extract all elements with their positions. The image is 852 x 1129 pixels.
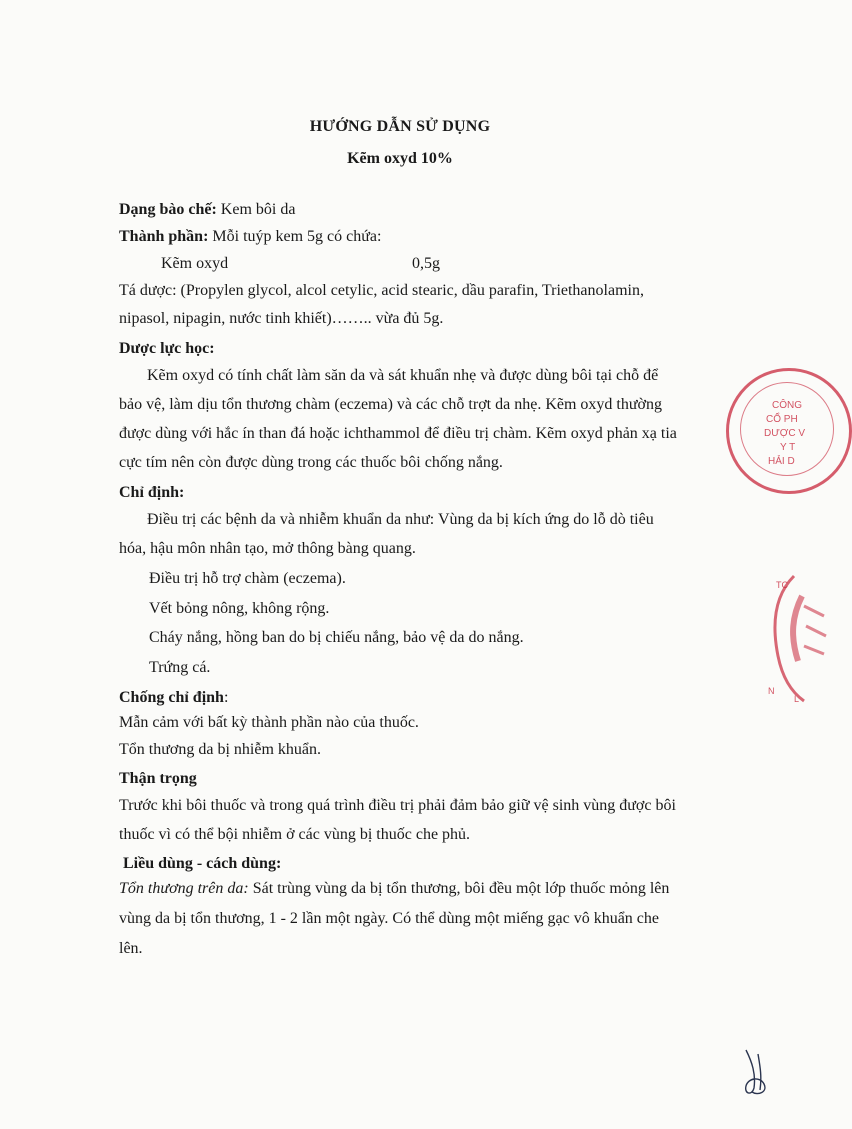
indications-line-3: Điều trị hỗ trợ chàm (eczema). xyxy=(149,570,346,587)
precautions-heading: Thận trọng xyxy=(119,770,197,787)
pharmacodynamics-line-3: được dùng với hắc ín than đá hoặc ichthammol để điều trị chàm. Kẽm oxyd phản xạ tia xyxy=(119,425,677,442)
dosage-heading: Liều dùng - cách dùng: xyxy=(123,855,282,872)
dosage-form-value: Kem bôi da xyxy=(216,201,296,218)
contraindications-heading-row xyxy=(119,689,228,707)
contraindications-heading: Chống chỉ định xyxy=(119,689,224,706)
precautions-line-1: Trước khi bôi thuốc và trong quá trình điều trị phải đảm bảo giữ vệ sinh vùng được bôi xyxy=(119,797,676,814)
stamp-text-4: Y T xyxy=(780,442,796,453)
contraindications-colon: : xyxy=(223,689,229,706)
indications-heading: Chỉ định: xyxy=(119,484,185,501)
seal2-letter-l: L xyxy=(794,694,800,704)
contraindications-line-1: Mẫn cảm với bất kỳ thành phần nào của thuốc. xyxy=(119,714,419,731)
excipients-line-1: Tá dược: (Propylen glycol, alcol cetylic, acid stearic, dầu parafin, Triethanolamin, xyxy=(119,282,644,299)
indications-line-5: Cháy nắng, hồng ban do bị chiếu nắng, bảo vệ da do nắng. xyxy=(149,629,524,646)
active-ingredient-amount: 0,5g xyxy=(412,255,440,272)
pharmacodynamics-heading: Dược lực học: xyxy=(119,340,215,357)
indications-line-6: Trứng cá. xyxy=(149,659,211,676)
dosage-italic-label: Tổn thương trên da: xyxy=(119,880,249,897)
dosage-text-1: Sát trùng vùng da bị tổn thương, bôi đều một lớp thuốc mỏng lên xyxy=(248,880,670,897)
indications-line-1: Điều trị các bệnh da và nhiễm khuẩn da như: Vùng da bị kích ứng do lỗ dò tiêu xyxy=(147,511,654,528)
active-ingredient-name: Kẽm oxyd xyxy=(161,255,229,272)
pharmacodynamics-line-4: cực tím nên còn được dùng trong các thuốc bôi chống nắng. xyxy=(119,454,503,471)
pharmacodynamics-line-1: Kẽm oxyd có tính chất làm săn da và sát khuẩn nhẹ và được dùng bôi tại chỗ để xyxy=(147,367,659,384)
document-subtitle: Kẽm oxyd 10% xyxy=(347,150,453,167)
contraindications-line-2: Tổn thương da bị nhiễm khuẩn. xyxy=(119,741,321,758)
red-seal-emblem xyxy=(764,566,834,706)
stamp-text-1: CÔNG xyxy=(772,400,802,411)
dosage-line-1 xyxy=(119,880,669,898)
pharmacodynamics-line-2: bảo vệ, làm dịu tổn thương chàm (eczema) và các chỗ trợt da nhẹ. Kẽm oxyd thường xyxy=(119,396,662,413)
seal2-letter-n: N xyxy=(768,686,775,696)
dosage-form-row xyxy=(119,201,295,219)
dosage-form-label: Dạng bào chế: xyxy=(119,201,217,218)
document-title: HƯỚNG DẪN SỬ DỤNG xyxy=(309,118,491,135)
composition-label: Thành phần: xyxy=(119,228,209,245)
stamp-text-3: DƯỢC V xyxy=(764,428,806,439)
dosage-line-2: vùng da bị tổn thương, 1 - 2 lần một ngày. Có thể dùng một miếng gạc vô khuẩn che xyxy=(119,910,660,927)
dosage-line-3: lên. xyxy=(119,940,143,957)
indications-line-2: hóa, hậu môn nhân tạo, mở thông bàng quang. xyxy=(119,540,416,557)
stamp-text-2: CỔ PH xyxy=(766,414,798,425)
composition-row xyxy=(119,228,381,246)
indications-line-4: Vết bỏng nông, không rộng. xyxy=(149,600,330,617)
handwritten-initial-signature xyxy=(738,1048,772,1098)
excipients-line-2: nipasol, nipagin, nước tinh khiết)…….. vừa đủ 5g. xyxy=(119,310,444,327)
precautions-line-2: thuốc vì có thể bội nhiễm ở các vùng bị thuốc che phủ. xyxy=(119,826,471,843)
composition-value: Mỗi tuýp kem 5g có chứa: xyxy=(208,228,382,245)
seal2-letter-tc: TC xyxy=(776,580,788,590)
stamp-text-5: HẢI D xyxy=(768,456,795,467)
